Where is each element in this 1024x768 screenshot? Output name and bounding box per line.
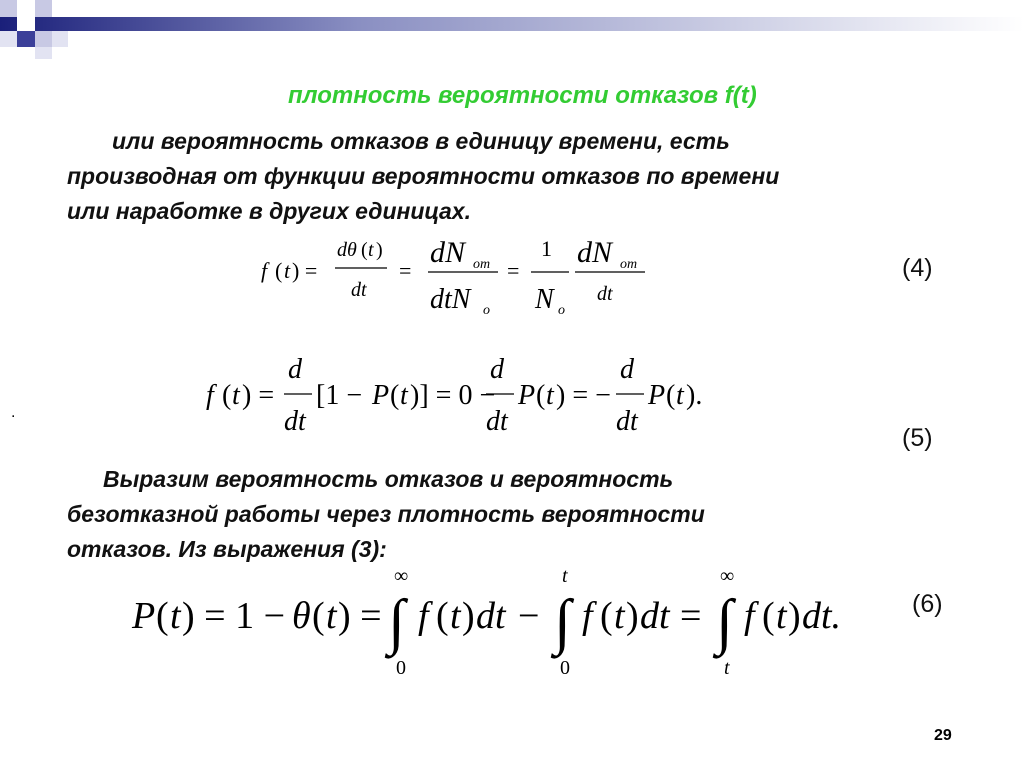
- svg-text:(: (: [600, 595, 613, 637]
- slide-title: плотность вероятности отказов f(t): [288, 82, 757, 109]
- svg-text:dtN: dtN: [430, 284, 471, 315]
- svg-text:∫: ∫: [554, 588, 571, 656]
- equation-6: [126, 560, 886, 690]
- svg-text:dt.: dt.: [802, 595, 842, 637]
- svg-text:o: o: [483, 303, 490, 318]
- svg-text:∞: ∞: [394, 565, 409, 587]
- svg-text:): ): [462, 595, 475, 637]
- svg-text:)] = 0 −: )] = 0 −: [410, 380, 496, 411]
- svg-text:).: ).: [686, 380, 703, 411]
- svg-text:P: P: [648, 380, 666, 411]
- svg-text:0: 0: [396, 657, 406, 679]
- svg-text:θ: θ: [292, 595, 311, 637]
- svg-text:(: (: [390, 380, 400, 411]
- svg-text:t: t: [400, 380, 408, 411]
- paragraph-2-line-1: Выразим вероятность отказов и вероятность: [103, 466, 674, 492]
- svg-text:) =: ) =: [292, 258, 318, 283]
- paragraph-2: [67, 462, 705, 567]
- svg-text:t: t: [232, 380, 240, 411]
- equation-number-6: (6): [912, 590, 943, 618]
- svg-text:dN: dN: [430, 236, 466, 269]
- equation-5: [200, 352, 720, 442]
- svg-text:t: t: [562, 565, 568, 587]
- paragraph-2-line-3: отказов. Из выражения (3):: [67, 536, 387, 562]
- svg-text:f: f: [582, 595, 593, 637]
- paragraph-1-line-3: или наработке в других единицах.: [67, 198, 471, 224]
- svg-text:o: o: [558, 303, 565, 318]
- svg-text:t: t: [776, 595, 787, 637]
- svg-text:(: (: [222, 380, 232, 411]
- stray-dot: .: [11, 404, 16, 421]
- svg-text:(: (: [762, 595, 775, 637]
- svg-text:P: P: [372, 380, 390, 411]
- svg-text:) =: ) =: [338, 595, 382, 637]
- svg-text:dt: dt: [351, 279, 367, 301]
- svg-text:d: d: [620, 354, 634, 385]
- svg-text:t: t: [546, 380, 554, 411]
- svg-text:om: om: [473, 257, 491, 272]
- svg-text:(: (: [436, 595, 449, 637]
- svg-text:(: (: [312, 595, 325, 637]
- svg-text:t: t: [450, 595, 461, 637]
- svg-text:dt: dt: [284, 406, 306, 437]
- svg-text:f: f: [206, 380, 214, 411]
- svg-text:t: t: [170, 595, 181, 637]
- svg-text:): ): [788, 595, 801, 637]
- svg-text:dN: dN: [577, 236, 613, 269]
- svg-text:dθ: dθ: [337, 239, 357, 261]
- svg-text:d: d: [490, 354, 504, 385]
- equation-number-4: (4): [902, 254, 933, 282]
- svg-text:f: f: [261, 258, 268, 283]
- svg-text:P: P: [132, 595, 156, 637]
- svg-text:−: −: [518, 595, 540, 637]
- svg-text:f: f: [418, 595, 429, 637]
- svg-text:1: 1: [541, 236, 552, 261]
- svg-text:(: (: [536, 380, 546, 411]
- svg-text:(: (: [156, 595, 169, 637]
- svg-text:t: t: [676, 380, 684, 411]
- svg-text:dt: dt: [616, 406, 638, 437]
- svg-text:) = −: ) = −: [556, 380, 611, 411]
- svg-text:=: =: [507, 258, 520, 283]
- svg-text:(: (: [361, 239, 368, 261]
- svg-text:): ): [376, 239, 383, 261]
- svg-text:[1 −: [1 −: [316, 380, 363, 411]
- header-gradient-bar: [0, 17, 1024, 31]
- svg-text:∫: ∫: [716, 588, 733, 656]
- svg-text:f: f: [744, 595, 755, 637]
- svg-text:dt: dt: [486, 406, 508, 437]
- svg-text:t: t: [724, 657, 730, 679]
- svg-text:=: =: [399, 258, 412, 283]
- paragraph-2-line-2: безотказной работы через плотность вероятности: [67, 501, 705, 527]
- paragraph-1: [67, 124, 779, 229]
- svg-text:t: t: [614, 595, 625, 637]
- svg-text:dt: dt: [640, 595, 670, 637]
- svg-text:): ): [626, 595, 639, 637]
- svg-text:N: N: [535, 284, 554, 315]
- svg-text:∫: ∫: [388, 588, 405, 656]
- paragraph-1-line-1: или вероятность отказов в единицу времени, есть: [112, 128, 730, 154]
- svg-text:om: om: [620, 257, 638, 272]
- svg-text:∞: ∞: [720, 565, 735, 587]
- svg-text:t: t: [284, 258, 291, 283]
- svg-text:dt: dt: [597, 283, 613, 305]
- corner-decoration: [0, 0, 1024, 60]
- svg-text:=: =: [680, 595, 702, 637]
- paragraph-1-line-2: производная от функции вероятности отказов по времени: [67, 163, 780, 189]
- svg-text:t: t: [326, 595, 337, 637]
- svg-text:t: t: [368, 239, 374, 261]
- svg-text:) = 1 −: ) = 1 −: [182, 595, 286, 637]
- svg-text:0: 0: [560, 657, 570, 679]
- equation-4: [255, 232, 675, 322]
- svg-text:(: (: [275, 258, 283, 283]
- svg-text:) =: ) =: [242, 380, 275, 411]
- svg-text:P: P: [518, 380, 536, 411]
- equation-number-5: (5): [902, 424, 933, 452]
- page-number: 29: [934, 727, 952, 744]
- svg-text:d: d: [288, 354, 302, 385]
- svg-text:(: (: [666, 380, 676, 411]
- svg-text:dt: dt: [476, 595, 506, 637]
